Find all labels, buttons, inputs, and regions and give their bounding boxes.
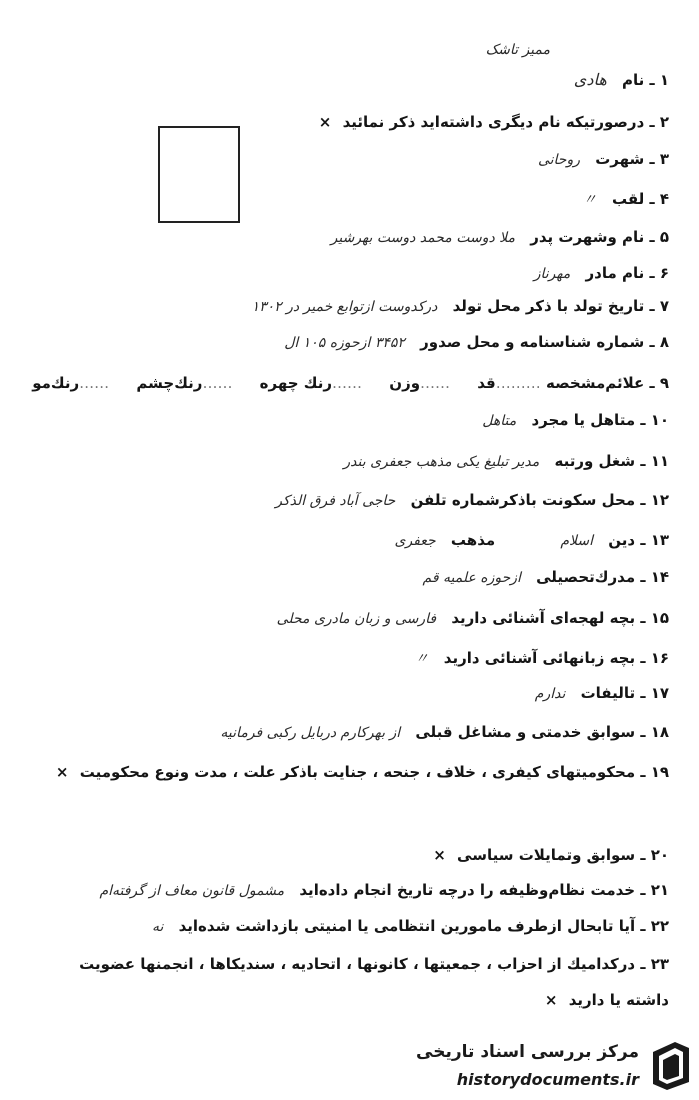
field-surname-answer: روحانی [537, 152, 580, 168]
field-dialects-answer: فارسی و زبان مادری محلی [276, 611, 437, 627]
field-father-name: ۵ ـ نام وشهرت پدر ملا دوست محمد دوست بهرشیر [330, 228, 669, 246]
watermark-title: مرکز بررسی اسناد تاریخی [416, 1042, 639, 1062]
field-other-name: ۲ ـ درصورتیکه نام دیگری داشته‌اید ذکر نمائید × [318, 113, 669, 131]
feature-height: قد [477, 374, 496, 392]
field-job-answer: مدیر تبلیغ یکی مذهب جعفری بندر [343, 454, 540, 470]
field-politics: ۲۰ ـ سوابق وتمایلات سیاسی × [433, 846, 669, 864]
feature-hair-color: رنك‌مو [32, 374, 80, 392]
field-languages: ۱۶ ـ بچه زبانهائی آشنائی دارید 〃 [414, 649, 669, 667]
field-education: ۱۴ ـ مدرك‌تحصیلی ازحوزه علمیه قم [422, 568, 669, 586]
field-mother-name-answer: مهرناز [533, 266, 571, 282]
field-memberships-answer: × [544, 991, 558, 1009]
field-residence-answer: حاجی آباد فرق الذکر [275, 493, 396, 509]
watermark-url: historydocuments.ir [456, 1070, 639, 1089]
archive-logo-icon [645, 1038, 695, 1092]
field-id-number-answer: ۳۴۵۲ ازحوزه ۱۰۵ ال [284, 335, 405, 351]
field-name-answer: هادی [573, 70, 607, 89]
field-sect-answer: جعفری [394, 533, 436, 549]
field-religion-answer: اسلام [560, 533, 594, 549]
photo-placeholder-box [158, 126, 240, 223]
feature-complexion: رنك چهره [259, 374, 333, 392]
field-convictions: ۱۹ ـ محکومیتهای کیفری ، خلاف ، جنحه ، جنایت باذکر علت ، مدت ونوع محکومیت × [55, 763, 669, 781]
field-religion: ۱۳ ـ دین اسلام مذهب جعفری [394, 531, 669, 549]
field-birth: ۷ ـ تاریخ تولد با ذکر محل تولد درکدوست ازتوابع خمیر در ۱۳۰۲ [251, 297, 669, 315]
field-politics-answer: × [433, 846, 446, 864]
archive-watermark [405, 1038, 695, 1096]
field-birth-answer: درکدوست ازتوابع خمیر در ۱۳۰۲ [251, 299, 438, 315]
field-marital: ۱۰ ـ متاهل یا مجرد متاهل [482, 411, 669, 429]
field-title: ۴ ـ لقب 〃 [582, 190, 669, 208]
field-title-answer: 〃 [582, 192, 597, 208]
field-detention-answer: نه [151, 919, 164, 935]
field-languages-answer: 〃 [414, 651, 429, 667]
field-job: ۱۱ ـ شغل ورتبه مدیر تبلیغ یکی مذهب جعفری بندر [343, 452, 669, 470]
field-surname: ۳ ـ شهرت روحانی [537, 150, 669, 168]
field-military: ۲۱ ـ خدمت نظام‌وظیفه را درچه تاریخ انجام داده‌اید مشمول قانون معاف از گرفته‌ام [99, 881, 669, 899]
feature-weight: وزن [389, 374, 421, 392]
field-other-name-answer: × [318, 113, 332, 131]
field-memberships: ۲۳ ـ درکدامیك از احزاب ، جمعیتها ، کانونها ، اتحادیه ، سندیکاها ، انجمنها عضویت [79, 955, 669, 973]
feature-eye-color: رنك‌چشم [136, 374, 203, 392]
field-name: ۱ ـ نام هادی [573, 70, 669, 89]
header-note: ممیز تاشک [485, 42, 550, 58]
field-detention: ۲۲ ـ آیا تابحال ازطرف مامورین انتظامی یا امنیتی بازداشت شده‌اید نه [151, 917, 669, 935]
field-residence: ۱۲ ـ محل سکونت باذکرشماره تلفن حاجی آباد فرق الذکر [275, 491, 669, 509]
field-mother-name: ۶ ـ نام مادر مهرناز [533, 264, 669, 282]
field-marital-answer: متاهل [482, 413, 517, 429]
field-work-history: ۱۸ ـ سوابق خدمتی و مشاغل قبلی از بهرکارم دربایل رکبی فرمانیه [220, 723, 669, 741]
field-publications-answer: ندارم [534, 686, 566, 702]
field-work-history-answer: از بهرکارم دربایل رکبی فرمانیه [220, 725, 401, 741]
field-education-answer: ازحوزه علمیه قم [422, 570, 521, 586]
field-publications: ۱۷ ـ تالیفات ندارم [534, 684, 669, 702]
field-military-answer: مشمول قانون معاف از گرفته‌ام [99, 883, 285, 899]
field-father-name-answer: ملا دوست محمد دوست بهرشیر [330, 230, 516, 246]
field-memberships-cont: داشته یا دارید × [544, 991, 669, 1009]
field-dialects: ۱۵ ـ بچه لهجه‌ای آشنائی دارید فارسی و زبان مادری محلی [276, 609, 669, 627]
field-convictions-answer: × [55, 763, 69, 781]
field-id-number: ۸ ـ شماره شناسنامه و محل صدور ۳۴۵۲ ازحوزه ۱۰۵ ال [284, 333, 669, 351]
field-features: ۹ ـ علائم‌مشخصه ………قد ……وزن ……رنك چهره ……رنك‌چشم ……رنك‌مو [32, 374, 669, 392]
